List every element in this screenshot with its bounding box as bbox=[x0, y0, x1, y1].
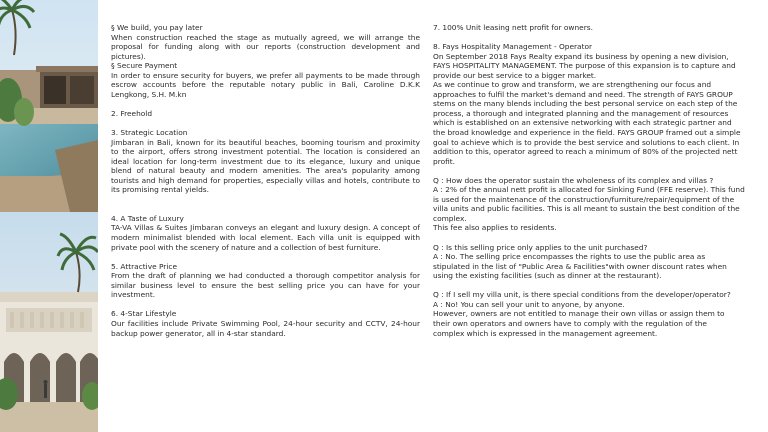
villa-pool-photo bbox=[0, 0, 98, 212]
leasing-item: 7. 100% Unit leasing nett profit for owners. bbox=[433, 23, 593, 32]
faq-1-note: This fee also applies to residents. bbox=[433, 223, 557, 233]
freehold-heading: 2. Freehold bbox=[111, 108, 153, 118]
secure-payment-heading: § Secure Payment bbox=[111, 61, 178, 71]
fays-body-1: On September 2018 Fays Realty expand its business by opening a new division, FAYS HOSPITALITY MANAGEMENT. The purpose of this expansion is to capture and provide our best service to a bigger market. bbox=[433, 51, 736, 80]
fays-heading: 8. Fays Hospitality Management - Operator bbox=[433, 42, 593, 52]
we-build-body: When construction reached the stage as mutually agreed, we will arrange the proposal for funding along with our reports (construction development and pictures). bbox=[111, 32, 420, 61]
taste-of-luxury-body: TA-VA Villas & Suites Jimbaran conveys an elegant and luxury design. A concept of modern minimalist blended with local element. Each villa unit is equipped with private pool with the scenery of nature and a collection of best furniture. bbox=[111, 223, 420, 252]
four-star-body: Our facilities include Private Swimming Pool, 24-hour security and CCTV, 24-hour backup power generator, all in 4-star standard. bbox=[111, 318, 420, 338]
faq-1-question: Q : How does the operator sustain the wholeness of its complex and villas ? bbox=[433, 175, 714, 185]
we-build-heading: § We build, you pay later bbox=[111, 23, 203, 32]
faq-2-question: Q : Is this selling price only applies to the unit purchased? bbox=[433, 242, 648, 252]
faq-1-answer: A : 2% of the annual nett profit is allocated for Sinking Fund (FFE reserve). This fund is used for the maintenance of the construction/furniture/repair/equipment of the villa units and public facilities. This is all meant to sustain the best condition of the complex. bbox=[433, 185, 745, 223]
left-text-column bbox=[111, 23, 420, 338]
strategic-location-body: Jimbaran in Bali, known for its beautiful beaches, booming tourism and proximity to the airport, offers strong investment potential. The location is considered an ideal location for long-term investment due to its elegance, luxury and unique blend of natural beauty and modern amenities. The area's popularity among tourists and high demand for properties, especially villas and hotels, contribute to its promising rental yields. bbox=[111, 137, 420, 195]
villa-building-photo bbox=[0, 212, 98, 432]
right-text-column bbox=[433, 23, 751, 338]
four-star-heading: 6. 4-Star Lifestyle bbox=[111, 309, 177, 319]
faq-2-answer: A : No. The selling price encompasses the rights to use the public area as stipulated in the list of "Public Area & Facilities"with owner discount rates when using the existing facilities (such as dinner at the restaurant). bbox=[433, 252, 727, 281]
faq-3-answer: A : No! You can sell your unit to anyone, by anyone. bbox=[433, 299, 625, 309]
faq-3-note: However, owners are not entitled to manage their own villas or assign them to their own operators and owners have to comply with the regulation of the complex which is expressed in the management agreement. bbox=[433, 309, 725, 338]
faq-3-question: Q : If I sell my villa unit, is there special conditions from the developer/operator? bbox=[433, 290, 731, 300]
attractive-price-body: From the draft of planning we had conducted a thorough competitor analysis for similar business level to ensure the best selling price you can have for your investment. bbox=[111, 271, 420, 300]
attractive-price-heading: 5. Attractive Price bbox=[111, 261, 178, 271]
secure-payment-body: In order to ensure security for buyers, we prefer all payments to be made through escrow accounts before the reputable notary public in Bali, Caroline D.K.K Lengkong, S.H. M.kn bbox=[111, 70, 420, 99]
taste-of-luxury-heading: 4. A Taste of Luxury bbox=[111, 213, 184, 223]
strategic-location-heading: 3. Strategic Location bbox=[111, 128, 188, 138]
fays-body-2: As we continue to grow and transform, we are strengthening our focus and approaches to fulfil the market's demand and need. The strength of FAYS GROUP stems on the many blends including the best personal service on each step of the process, a thorough and integrated planning and the management of resources which is established on an extensive networking with each strategic partner and the broad knowledge and experience in the field. FAYS GROUP framed out a simple goal to achieve which is to provide the best service and solutions to each client. In addition to this, operator agreed to reach a minimum of 80% of the projected nett profit. bbox=[433, 80, 741, 166]
photo-strip bbox=[0, 0, 98, 432]
